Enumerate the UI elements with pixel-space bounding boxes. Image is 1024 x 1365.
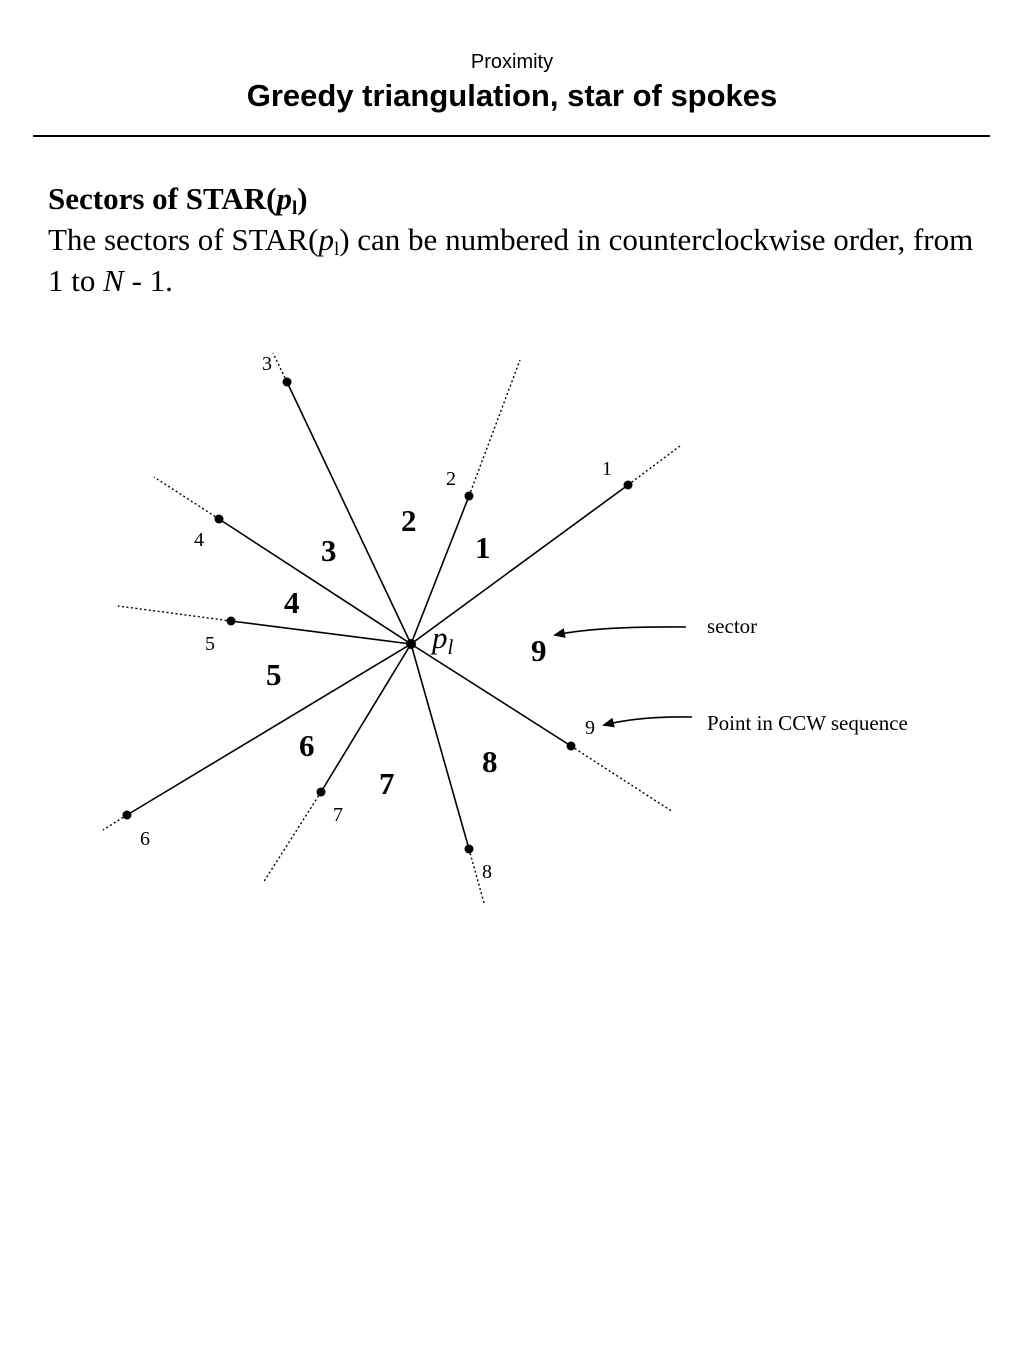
point-9-dot [567, 742, 576, 751]
point-label-9: 9 [585, 717, 595, 739]
point-4-dot [215, 515, 224, 524]
spoke-2 [411, 360, 520, 644]
point-label-1: 1 [602, 458, 612, 480]
point-annotation: Point in CCW sequence [707, 711, 908, 735]
point-label-3: 3 [262, 353, 272, 375]
center-point [406, 639, 416, 649]
sector-label-3: 3 [321, 533, 337, 568]
point-7-dot [317, 788, 326, 797]
point-1-dot [624, 481, 633, 490]
point-label-7: 7 [333, 804, 343, 826]
point-arrow [604, 717, 692, 725]
point-label-6: 6 [140, 828, 150, 850]
sector-annotation: sector [707, 614, 758, 638]
sector-label-7: 7 [379, 766, 395, 801]
point-6-dot [123, 811, 132, 820]
sector-label-4: 4 [284, 585, 300, 620]
sector-arrow [555, 627, 686, 635]
body-heading: Sectors of $STAR(p_l)$ [48, 181, 308, 219]
spoke-5 [118, 606, 411, 644]
point-3-dot [283, 378, 292, 387]
point-label-2: 2 [446, 468, 456, 490]
sector-label-5: 5 [266, 657, 282, 692]
point-label-8: 8 [482, 861, 492, 883]
spoke-7 [263, 644, 411, 883]
point-2-dot [465, 492, 474, 501]
sector-label-2: 2 [401, 503, 417, 538]
spoke-6 [103, 644, 411, 830]
sector-label-8: 8 [482, 744, 498, 779]
point-label-5: 5 [205, 633, 215, 655]
center-label: pl [432, 620, 454, 659]
point-label-4: 4 [194, 529, 204, 551]
sector-label-9: 9 [531, 633, 547, 668]
body-paragraph: The sectors of $STAR(p_l)$ can be numbered in counterclockwise order, from 1 to N - 1. [48, 222, 974, 298]
section-label: Proximity [470, 51, 554, 73]
sector-label-6: 6 [299, 728, 315, 763]
point-5-dot [227, 617, 236, 626]
point-8-dot [465, 845, 474, 854]
slide-title: Greedy triangulation, star of spokes [246, 78, 778, 113]
spoke-4 [154, 477, 411, 644]
spoke-9 [411, 644, 673, 812]
sector-label-1: 1 [475, 530, 491, 565]
